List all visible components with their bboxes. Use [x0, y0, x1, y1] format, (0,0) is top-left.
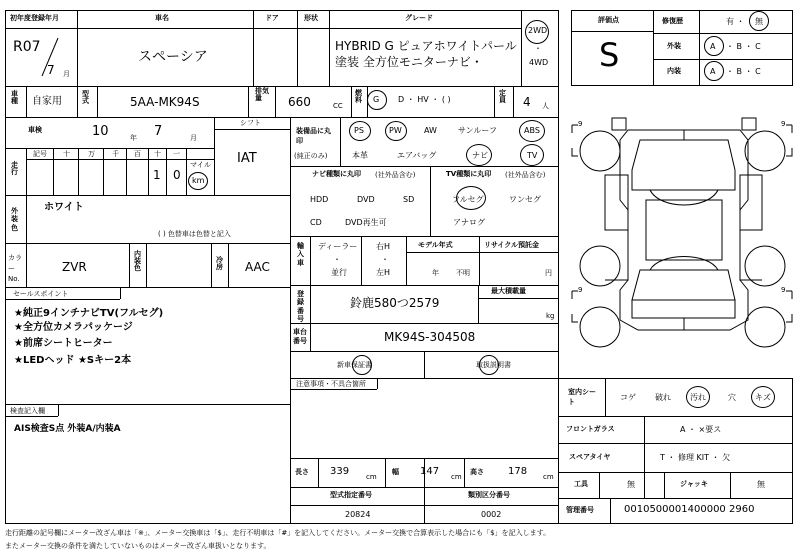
chassis: MK94S-304508 [384, 330, 476, 344]
repair-label: 修復歴 [662, 17, 683, 25]
fuel-label: 燃料 [355, 89, 362, 104]
length-cm: cm [366, 473, 377, 481]
windshield-value: A ・ ×要ス [680, 425, 722, 434]
shift-label: シフト [240, 119, 261, 127]
max-load-kg: kg [546, 312, 555, 320]
drive-2wd: 2WD [528, 26, 548, 35]
digit-label-3: 百 [134, 150, 141, 158]
height-cm: cm [543, 473, 554, 481]
grade-label: グレード [405, 14, 433, 22]
navi-hdd: HDD [310, 195, 329, 204]
reg-month: 7 [47, 63, 55, 77]
equip-airbag: エアバッグ [397, 151, 437, 160]
interior-label: 内装 [667, 67, 681, 75]
import-parallel: 並行 [331, 268, 347, 277]
score: S [599, 36, 620, 74]
month-unit: 月 [190, 134, 197, 142]
digit-label-0: 十 [63, 150, 70, 158]
displacement-label: 排気量 [255, 87, 269, 102]
inspection-label: 車検 [28, 126, 42, 134]
length: 339 [330, 466, 350, 477]
first-reg-label: 初年度登録年月 [10, 14, 59, 22]
import-dot-2: ・ [381, 255, 389, 264]
reg-year: R07 [13, 39, 41, 55]
navi-sd: SD [403, 195, 415, 204]
footer-line2: またメーター交換の条件を満たしていないものはメーター改ざん車扱いとなります。 [5, 542, 271, 550]
navi-cd: CD [310, 218, 322, 227]
sales-point-4: ★LEDヘッド ★Sキー2本 [14, 355, 132, 366]
class-label: 類別区分番号 [468, 491, 510, 499]
height: 178 [508, 466, 528, 477]
equip-abs: ABS [524, 126, 540, 135]
color: ホワイト [44, 202, 84, 213]
import-right-h: 右H [376, 242, 391, 251]
bracket-label-2: 9 [781, 120, 786, 128]
type-cert-label: 型式指定番号 [330, 491, 372, 499]
shift: IAT [237, 151, 257, 166]
color-no-label: カラーNo. [8, 254, 22, 283]
year-unit: 年 [130, 134, 137, 142]
recycle-label: リサイクル預託金 [484, 241, 540, 249]
windshield-label: フロントガラス [566, 425, 615, 433]
seat-burn: コゲ [620, 393, 636, 402]
model-year-label: モデル年式 [418, 241, 453, 249]
digit-label-5: 一 [173, 150, 180, 158]
jack-label: ジャッキ [680, 480, 708, 488]
color-label: 外装色 [11, 207, 18, 232]
sales-point-3: ★前席シートヒーター [14, 338, 113, 349]
mile-label: マイル [190, 161, 211, 169]
repair-options: 有 ・ [726, 17, 745, 26]
fuel-options: D ・ HV ・ ( ) [398, 95, 451, 104]
width-cm: cm [451, 473, 462, 481]
tools-value: 無 [627, 480, 635, 489]
tv-type-sub: (社外品含む) [505, 171, 546, 179]
mileage-label: 走行 [11, 161, 18, 176]
recycle-yen: 円 [545, 269, 552, 277]
seat-hole: 穴 [728, 393, 736, 402]
symbol-label: 記号 [33, 150, 47, 158]
car-name-label: 車名 [155, 14, 169, 22]
equipment-label: 装備品に丸印 [296, 127, 331, 145]
inspector-label: 検査記入欄 [10, 407, 45, 415]
width: 147 [420, 466, 440, 477]
navi-dvd: DVD [357, 195, 375, 204]
bracket-label-1: 9 [578, 120, 583, 128]
car-diagram [572, 118, 792, 347]
equip-aw: AW [424, 126, 437, 135]
exterior-a: A [710, 42, 716, 51]
door-label: ドア [265, 14, 279, 22]
interior-a: A [710, 67, 716, 76]
tools-label: 工具 [574, 480, 588, 488]
seat-tear: 破れ [655, 393, 671, 402]
notes-label: 注意事項・不具合箇所 [296, 380, 366, 388]
new-warranty: 新車保証書 [337, 361, 372, 369]
import-dot-1: ・ [333, 255, 341, 264]
tv-fullseg: フルセグ [452, 195, 484, 204]
type-cert: 20824 [345, 510, 371, 519]
inspector-note: AIS検査S点 外装A/内装A [14, 424, 121, 434]
inspection-year: 10 [92, 124, 109, 139]
capacity-unit: 人 [542, 102, 549, 110]
repair-none: 無 [755, 17, 763, 26]
jack-value: 無 [757, 480, 765, 489]
spare-value: T ・ 修理 KIT ・ 欠 [660, 453, 731, 462]
model-label: 型式 [82, 90, 89, 105]
shape-label: 形状 [304, 14, 318, 22]
spare-label: スペアタイヤ [569, 453, 611, 461]
capacity: 4 [523, 95, 531, 109]
tv-analog: アナログ [453, 218, 485, 227]
seat-label: 室内シート [568, 388, 596, 406]
footer-line1: 走行距離の記号欄にメーター改ざん車は「※」、メーター交換車は「$」、走行不明車は「#」を記入してください。メーター交換で合算表示した場合にも「$」を記入します。 [5, 529, 551, 537]
color-note: ( ) 色替車は色替と記入 [158, 230, 231, 238]
equip-navi: ナビ [472, 151, 488, 160]
tv-type-label: TV種類に丸印 [446, 170, 492, 178]
drive-4wd: 4WD [529, 58, 549, 67]
fuel-g: G [373, 95, 380, 104]
interior-color-label: 内装色 [134, 250, 141, 272]
length-label: 長さ [295, 468, 309, 476]
model-year-unknown: 不明 [456, 269, 470, 277]
color-no: ZVR [62, 260, 87, 274]
usage: 自家用 [32, 96, 62, 107]
cc-unit: CC [333, 102, 343, 110]
max-load-label: 最大積載量 [491, 287, 526, 295]
model: 5AA-MK94S [130, 95, 200, 109]
model-year-unit: 年 [432, 269, 439, 277]
ac: AAC [245, 260, 270, 274]
exterior-label: 外装 [667, 42, 681, 50]
mileage-digit-2: 0 [173, 168, 181, 182]
sales-points-label: セールスポイント [13, 290, 69, 298]
seat-scratch: キズ [755, 393, 771, 402]
height-label: 高さ [470, 468, 484, 476]
car-type-label: 車種 [11, 90, 18, 105]
displacement: 660 [288, 95, 311, 109]
capacity-label: 定員 [499, 89, 506, 104]
control-label: 管理番号 [566, 506, 594, 514]
control-value: 0010500001400000 2960 [624, 504, 755, 515]
import-label: 輸入車 [297, 242, 304, 267]
interior-options: ・ B ・ C [726, 67, 761, 76]
exterior-options: ・ B ・ C [726, 42, 761, 51]
km-label: km [192, 176, 205, 185]
import-dealer: ディーラー [318, 242, 358, 251]
seat-dirt: 汚れ [690, 393, 706, 402]
digit-label-4: 十 [154, 150, 161, 158]
bracket-label-3: 9 [578, 286, 583, 294]
plate-label: 登録番号 [297, 290, 304, 324]
grade-line1: HYBRID G ピュアホワイトパール [335, 39, 517, 53]
drive-dot: ・ [534, 44, 542, 53]
navi-type-sub: (社外品含む) [375, 171, 416, 179]
import-left-h: 左H [376, 268, 391, 277]
equipment-sub: (純正のみ) [294, 152, 328, 160]
score-label: 評価点 [598, 16, 619, 24]
inspection-month: 7 [154, 124, 163, 139]
digit-label-1: 万 [88, 150, 95, 158]
class-no: 0002 [481, 510, 502, 519]
car-name: スペーシア [138, 49, 208, 65]
width-label: 幅 [392, 468, 399, 476]
equip-leather: 本革 [352, 151, 368, 160]
equip-sunroof: サンルーフ [458, 126, 497, 135]
manual: 取扱説明書 [476, 361, 511, 369]
sales-point-2: ★全方位カメラパッケージ [14, 322, 133, 333]
bracket-label-4: 9 [781, 286, 786, 294]
sales-point-1: ★純正9インチナビTV(フルセグ) [14, 308, 164, 319]
navi-type-label: ナビ種類に丸印 [312, 170, 361, 178]
grade-line2: 塗装 全方位モニターナビ・ [335, 55, 483, 69]
digit-label-2: 千 [112, 150, 119, 158]
navi-dvd-play: DVD再生可 [345, 218, 387, 227]
mileage-digit-1: 1 [153, 168, 161, 182]
equip-ps: PS [354, 126, 364, 135]
ac-label: 冷房 [216, 256, 223, 271]
tv-oneseg: ワンセグ [509, 195, 541, 204]
plate: 鈴鹿580つ2579 [350, 296, 440, 310]
equip-pw: PW [389, 126, 402, 135]
reg-month-unit: 月 [63, 70, 70, 78]
chassis-label: 車台番号 [293, 328, 307, 346]
equip-tv: TV [527, 151, 538, 160]
